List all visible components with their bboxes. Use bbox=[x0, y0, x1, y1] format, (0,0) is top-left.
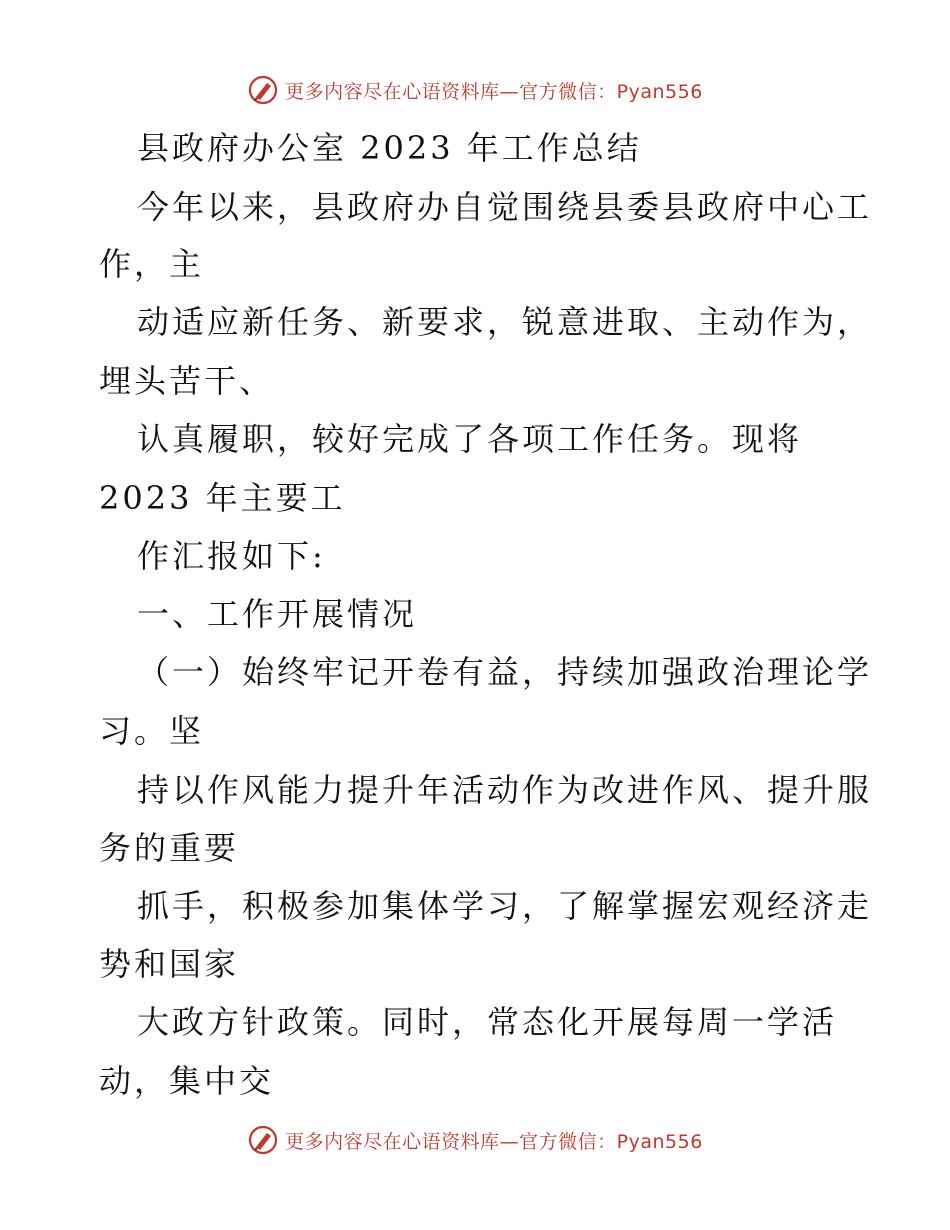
paragraph-line: 作汇报如下: bbox=[137, 537, 326, 575]
paragraph-line: 大政方针政策。同时，常态化开展每周一学活 bbox=[137, 1003, 838, 1041]
paragraph-line: 认真履职，较好完成了各项工作任务。现将 bbox=[137, 420, 803, 458]
header-banner-text: 更多内容尽在心语资料库—官方微信：Pyan556 bbox=[285, 80, 703, 103]
subsection-heading: （一）始终牢记开卷有益，持续加强政治理论学 bbox=[137, 653, 873, 691]
footer-banner-text: 更多内容尽在心语资料库—官方微信：Pyan556 bbox=[285, 1130, 703, 1153]
paragraph-line: 动，集中交 bbox=[99, 1062, 275, 1100]
pen-logo-icon bbox=[247, 1124, 279, 1156]
document-title: 县政府办公室 2023 年工作总结 bbox=[137, 129, 642, 167]
footer-banner bbox=[0, 1120, 950, 1160]
paragraph-line: 2023 年主要工 bbox=[99, 479, 346, 517]
paragraph-line: 今年以来，县政府办自觉围绕县委县政府中心工 bbox=[137, 188, 873, 226]
paragraph-line: 持以作风能力提升年活动作为改进作风、提升服 bbox=[137, 771, 873, 809]
paragraph-line: 务的重要 bbox=[99, 829, 240, 867]
section-heading: 一、工作开展情况 bbox=[137, 595, 418, 633]
paragraph-line: 埋头苦干、 bbox=[99, 362, 275, 400]
paragraph-line: 习。坚 bbox=[99, 712, 205, 750]
paragraph-line: 作，主 bbox=[99, 245, 205, 283]
paragraph-line: 抓手，积极参加集体学习，了解掌握宏观经济走 bbox=[137, 887, 873, 925]
paragraph-line: 动适应新任务、新要求，锐意进取、主动作为， bbox=[137, 303, 873, 341]
paragraph-line: 势和国家 bbox=[99, 945, 240, 983]
